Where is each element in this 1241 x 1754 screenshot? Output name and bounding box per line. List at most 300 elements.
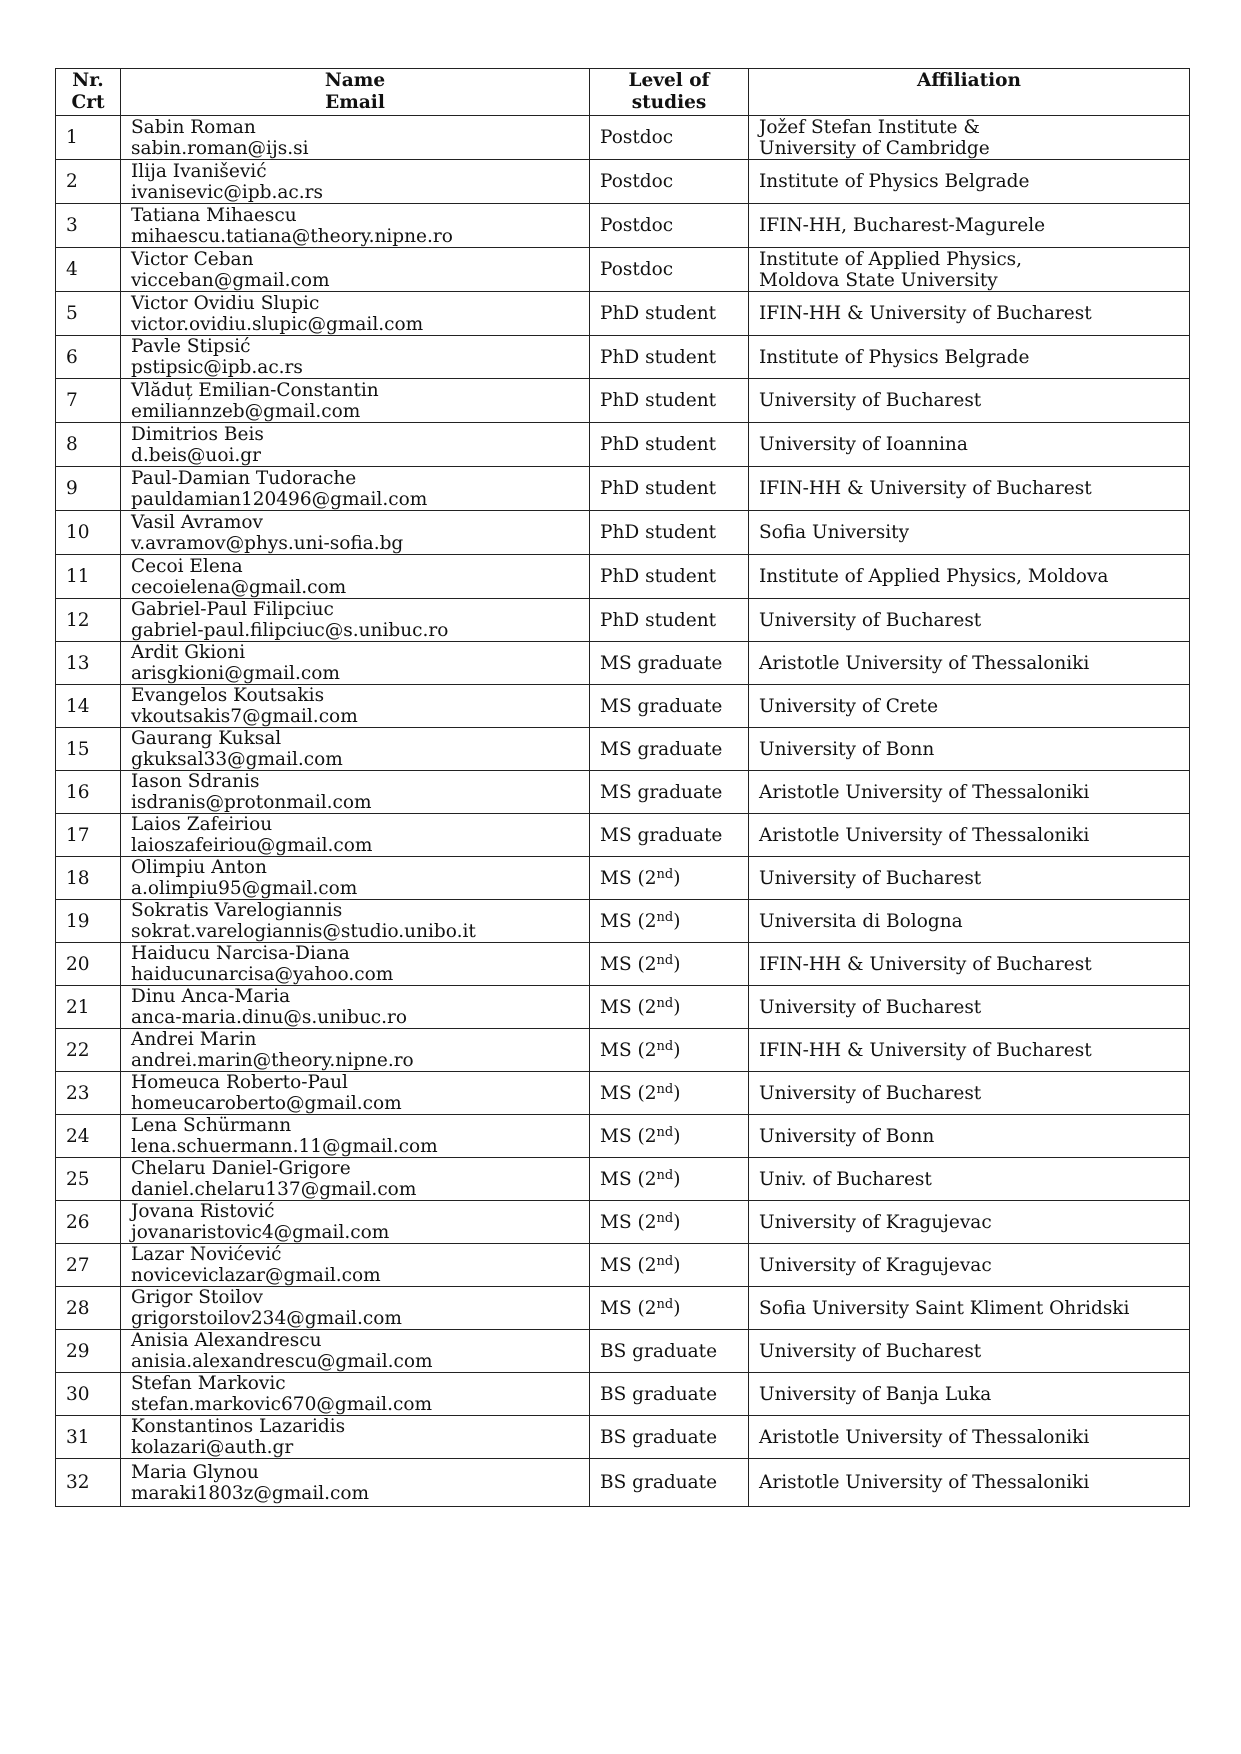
level-superscript: nd: [656, 952, 674, 968]
participant-email: emiliannzeb@gmail.com: [131, 400, 361, 422]
affiliation-line: Institute of Physics Belgrade: [759, 171, 1030, 192]
affiliation-line: Sofia University Saint Kliment Ohridski: [759, 1297, 1130, 1319]
participant-name: Sokratis Varelogiannis: [131, 900, 343, 921]
table-row: [56, 943, 1190, 986]
name-email-cell: [121, 292, 590, 336]
level-text: PhD student: [600, 346, 717, 368]
table-row: [56, 248, 1190, 292]
table-row: [56, 204, 1190, 248]
participant-name: Konstantinos Lazaridis: [131, 1416, 346, 1437]
level-of-studies: [590, 771, 749, 814]
row-number: 7: [56, 379, 121, 423]
table-row: [56, 1029, 1190, 1072]
participant-email: d.beis@uoi.gr: [131, 444, 261, 466]
affiliation-cell: [749, 1029, 1190, 1072]
participant-email: arisgkioni@gmail.com: [131, 663, 340, 684]
table-row: [56, 599, 1190, 642]
participant-email: homeucaroberto@gmail.com: [131, 1093, 402, 1114]
level-text: MS (2: [600, 1254, 657, 1276]
affiliation-cell: [749, 1072, 1190, 1115]
affiliation-line: University of Cambridge: [759, 137, 990, 159]
level-superscript: nd: [656, 1296, 674, 1312]
participant-name: Homeuca Roberto-Paul: [131, 1072, 348, 1093]
affiliation-cell: [749, 814, 1190, 857]
table-row: [56, 555, 1190, 599]
row-number: 2: [56, 160, 121, 204]
table-row: [56, 423, 1190, 467]
table-header-row: [56, 69, 1190, 116]
participant-email: vkoutsakis7@gmail.com: [131, 706, 358, 727]
table-row: [56, 467, 1190, 511]
level-close: ): [673, 1082, 681, 1104]
affiliation-cell: [749, 1201, 1190, 1244]
name-email-cell: [121, 336, 590, 379]
table-row: [56, 1373, 1190, 1416]
table-row: [56, 1244, 1190, 1287]
level-of-studies: [590, 1201, 749, 1244]
level-of-studies: [590, 116, 749, 160]
name-email-cell: [121, 814, 590, 857]
affiliation-cell: [749, 857, 1190, 900]
participant-name: Maria Glynou: [131, 1461, 259, 1483]
level-superscript: nd: [656, 1081, 674, 1097]
affiliation-line: Universita di Bologna: [759, 910, 963, 932]
affiliation-cell: [749, 1158, 1190, 1201]
table-row: [56, 1115, 1190, 1158]
row-number: 19: [56, 900, 121, 943]
level-text: MS graduate: [600, 824, 723, 846]
level-of-studies: [590, 511, 749, 555]
affiliation-line: Aristotle University of Thessaloniki: [759, 1472, 1090, 1493]
level-text: MS (2: [600, 1082, 657, 1104]
participant-email: v.avramov@phys.uni-sofia.bg: [131, 532, 404, 554]
affiliation-line: Univ. of Bucharest: [759, 1168, 932, 1190]
participant-name: Stefan Markovic: [131, 1373, 286, 1394]
participant-email: anisia.alexandrescu@gmail.com: [131, 1351, 433, 1372]
participant-name: Vlăduț Emilian-Constantin: [131, 379, 379, 401]
name-email-cell: [121, 685, 590, 728]
row-number: 25: [56, 1158, 121, 1201]
participant-name: Pavle Stipsić: [131, 336, 251, 357]
participant-name: Ardit Gkioni: [131, 642, 246, 663]
row-number: 15: [56, 728, 121, 771]
level-text: BS graduate: [600, 1383, 718, 1405]
level-text: MS graduate: [600, 652, 723, 674]
name-email-cell: [121, 986, 590, 1029]
affiliation-line: Sofia University: [759, 522, 910, 543]
name-email-cell: [121, 599, 590, 642]
name-email-cell: [121, 204, 590, 248]
name-email-cell: [121, 555, 590, 599]
row-number: 21: [56, 986, 121, 1029]
affiliation-cell: [749, 292, 1190, 336]
affiliation-cell: [749, 1115, 1190, 1158]
affiliation-line: Aristotle University of Thessaloniki: [759, 1426, 1090, 1448]
level-superscript: nd: [656, 1210, 674, 1226]
table-row: [56, 292, 1190, 336]
participant-email: noviceviclazar@gmail.com: [131, 1265, 381, 1286]
affiliation-line: Institute of Applied Physics, Moldova: [759, 566, 1109, 587]
table-row: [56, 685, 1190, 728]
level-text: MS (2: [600, 1211, 657, 1233]
level-text: MS (2: [600, 953, 657, 975]
header-level: Level of studies: [590, 69, 749, 116]
participant-name: Grigor Stoilov: [131, 1287, 263, 1308]
name-email-cell: [121, 728, 590, 771]
level-of-studies: [590, 204, 749, 248]
participant-name: Chelaru Daniel-Grigore: [131, 1158, 351, 1179]
participant-name: Gabriel-Paul Filipciuc: [131, 599, 334, 620]
row-number: 31: [56, 1416, 121, 1459]
table-row: [56, 900, 1190, 943]
participant-email: gabriel-paul.filipciuc@s.unibuc.ro: [131, 620, 449, 641]
table-row: [56, 1158, 1190, 1201]
table-row: [56, 1287, 1190, 1330]
affiliation-cell: [749, 943, 1190, 986]
name-email-cell: [121, 423, 590, 467]
participant-name: Jovana Ristović: [131, 1201, 275, 1222]
level-of-studies: [590, 1029, 749, 1072]
affiliation-cell: [749, 900, 1190, 943]
name-email-cell: [121, 900, 590, 943]
level-close: ): [673, 867, 681, 889]
participant-name: Cecoi Elena: [131, 555, 243, 577]
row-number: 27: [56, 1244, 121, 1287]
level-text: BS graduate: [600, 1426, 718, 1448]
level-text: Postdoc: [600, 215, 674, 236]
affiliation-line: Aristotle University of Thessaloniki: [759, 824, 1090, 846]
table-row: [56, 986, 1190, 1029]
affiliation-line: University of Kragujevac: [759, 1254, 992, 1276]
table-row: [56, 771, 1190, 814]
participant-email: kolazari@auth.gr: [131, 1437, 294, 1458]
level-text: PhD student: [600, 566, 717, 587]
participant-email: stefan.markovic670@gmail.com: [131, 1394, 433, 1415]
affiliation-line: IFIN-HH & University of Bucharest: [759, 953, 1092, 975]
affiliation-line: University of Bucharest: [759, 1340, 982, 1362]
name-email-cell: [121, 1330, 590, 1373]
affiliation-line: University of Bucharest: [759, 609, 982, 631]
header-name-email: Name Email: [121, 69, 590, 116]
name-email-cell: [121, 511, 590, 555]
row-number: 16: [56, 771, 121, 814]
table-row: [56, 857, 1190, 900]
row-number: 17: [56, 814, 121, 857]
affiliation-line: University of Kragujevac: [759, 1211, 992, 1233]
affiliation-cell: [749, 1459, 1190, 1507]
level-text: PhD student: [600, 303, 717, 324]
affiliation-line: IFIN-HH & University of Bucharest: [759, 303, 1092, 324]
participant-email: daniel.chelaru137@gmail.com: [131, 1179, 417, 1200]
level-text: Postdoc: [600, 259, 674, 280]
level-of-studies: [590, 1459, 749, 1507]
table-row: [56, 116, 1190, 160]
row-number: 8: [56, 423, 121, 467]
table-row: [56, 728, 1190, 771]
affiliation-line: Moldova State University: [759, 269, 998, 291]
participant-email: gkuksal33@gmail.com: [131, 749, 343, 770]
name-email-cell: [121, 160, 590, 204]
level-close: ): [673, 1168, 681, 1190]
header-nr: Nr. Crt: [56, 69, 121, 116]
participant-name: Vasil Avramov: [131, 511, 263, 533]
row-number: 14: [56, 685, 121, 728]
level-of-studies: [590, 1416, 749, 1459]
row-number: 13: [56, 642, 121, 685]
participant-name: Victor Ceban: [131, 248, 254, 270]
affiliation-line: University of Bucharest: [759, 996, 982, 1018]
level-of-studies: [590, 1287, 749, 1330]
level-of-studies: [590, 728, 749, 771]
affiliation-line: Jožef Stefan Institute &: [759, 116, 980, 138]
table-row: [56, 511, 1190, 555]
name-email-cell: [121, 1115, 590, 1158]
affiliation-line: University of Ioannina: [759, 434, 968, 455]
table-row: [56, 379, 1190, 423]
row-number: 1: [56, 116, 121, 160]
affiliation-line: Institute of Physics Belgrade: [759, 346, 1030, 368]
affiliation-cell: [749, 685, 1190, 728]
participant-email: cecoielena@gmail.com: [131, 576, 347, 598]
level-text: MS (2: [600, 910, 657, 932]
affiliation-cell: [749, 336, 1190, 379]
participant-name: Laios Zafeiriou: [131, 814, 273, 835]
level-of-studies: [590, 160, 749, 204]
affiliation-cell: [749, 555, 1190, 599]
level-of-studies: [590, 1072, 749, 1115]
name-email-cell: [121, 1201, 590, 1244]
affiliation-cell: [749, 771, 1190, 814]
level-of-studies: [590, 986, 749, 1029]
table-row: [56, 1416, 1190, 1459]
participant-email: maraki1803z@gmail.com: [131, 1482, 370, 1504]
level-of-studies: [590, 423, 749, 467]
level-superscript: nd: [656, 1253, 674, 1269]
name-email-cell: [121, 1459, 590, 1507]
table-row: [56, 642, 1190, 685]
level-close: ): [673, 1125, 681, 1147]
participant-email: mihaescu.tatiana@theory.nipne.ro: [131, 225, 453, 247]
level-of-studies: [590, 1244, 749, 1287]
table-row: [56, 1330, 1190, 1373]
level-text: MS (2: [600, 1168, 657, 1190]
name-email-cell: [121, 467, 590, 511]
affiliation-line: University of Crete: [759, 695, 939, 717]
level-of-studies: [590, 467, 749, 511]
level-superscript: nd: [656, 1167, 674, 1183]
level-of-studies: [590, 857, 749, 900]
name-email-cell: [121, 943, 590, 986]
level-text: MS graduate: [600, 695, 723, 717]
affiliation-cell: [749, 116, 1190, 160]
level-close: ): [673, 1297, 681, 1319]
level-of-studies: [590, 685, 749, 728]
name-email-cell: [121, 1072, 590, 1115]
level-text: MS graduate: [600, 781, 723, 803]
affiliation-line: University of Bucharest: [759, 867, 982, 889]
participant-email: a.olimpiu95@gmail.com: [131, 878, 358, 899]
level-of-studies: [590, 1158, 749, 1201]
participant-email: laioszafeiriou@gmail.com: [131, 835, 373, 856]
affiliation-line: Aristotle University of Thessaloniki: [759, 781, 1090, 803]
participant-name: Sabin Roman: [131, 116, 256, 138]
name-email-cell: [121, 642, 590, 685]
table-row: [56, 1072, 1190, 1115]
participant-name: Anisia Alexandrescu: [131, 1330, 322, 1351]
participant-email: anca-maria.dinu@s.unibuc.ro: [131, 1007, 408, 1028]
level-close: ): [673, 910, 681, 932]
name-email-cell: [121, 1373, 590, 1416]
affiliation-cell: [749, 379, 1190, 423]
level-close: ): [673, 953, 681, 975]
row-number: 18: [56, 857, 121, 900]
affiliation-cell: [749, 160, 1190, 204]
affiliation-cell: [749, 1416, 1190, 1459]
level-of-studies: [590, 1115, 749, 1158]
row-number: 3: [56, 204, 121, 248]
level-superscript: nd: [656, 995, 674, 1011]
participant-name: Andrei Marin: [131, 1029, 257, 1050]
affiliation-line: Aristotle University of Thessaloniki: [759, 652, 1090, 674]
level-text: PhD student: [600, 434, 717, 455]
row-number: 28: [56, 1287, 121, 1330]
level-text: PhD student: [600, 522, 717, 543]
level-of-studies: [590, 292, 749, 336]
participant-email: jovanaristovic4@gmail.com: [131, 1222, 390, 1243]
table-row: [56, 1201, 1190, 1244]
name-email-cell: [121, 248, 590, 292]
participant-email: ivanisevic@ipb.ac.rs: [131, 181, 323, 203]
affiliation-cell: [749, 1287, 1190, 1330]
affiliation-line: IFIN-HH & University of Bucharest: [759, 1039, 1092, 1061]
participant-email: isdranis@protonmail.com: [131, 792, 372, 813]
level-text: MS (2: [600, 1039, 657, 1061]
participant-name: Lazar Novićević: [131, 1244, 282, 1265]
affiliation-cell: [749, 1244, 1190, 1287]
affiliation-cell: [749, 511, 1190, 555]
level-of-studies: [590, 900, 749, 943]
affiliation-cell: [749, 1373, 1190, 1416]
table-row: [56, 814, 1190, 857]
level-superscript: nd: [656, 1038, 674, 1054]
participant-name: Olimpiu Anton: [131, 857, 267, 878]
participant-name: Evangelos Koutsakis: [131, 685, 325, 706]
name-email-cell: [121, 1244, 590, 1287]
name-email-cell: [121, 771, 590, 814]
level-text: PhD student: [600, 609, 717, 631]
affiliation-line: University of Bonn: [759, 1125, 935, 1147]
participant-email: andrei.marin@theory.nipne.ro: [131, 1050, 414, 1071]
level-close: ): [673, 1039, 681, 1061]
name-email-cell: [121, 1416, 590, 1459]
participant-name: Iason Sdranis: [131, 771, 260, 792]
table-row: [56, 1459, 1190, 1507]
affiliation-line: IFIN-HH, Bucharest-Magurele: [759, 215, 1046, 236]
affiliation-cell: [749, 599, 1190, 642]
row-number: 24: [56, 1115, 121, 1158]
row-number: 9: [56, 467, 121, 511]
row-number: 20: [56, 943, 121, 986]
participant-name: Haiducu Narcisa-Diana: [131, 943, 350, 964]
row-number: 32: [56, 1459, 121, 1507]
level-of-studies: [590, 599, 749, 642]
level-close: ): [673, 1211, 681, 1233]
name-email-cell: [121, 857, 590, 900]
name-email-cell: [121, 1158, 590, 1201]
level-of-studies: [590, 1330, 749, 1373]
participant-name: Dinu Anca-Maria: [131, 986, 291, 1007]
participant-email: sokrat.varelogiannis@studio.unibo.it: [131, 921, 476, 942]
participant-name: Tatiana Mihaescu: [131, 204, 297, 226]
participant-email: sabin.roman@ijs.si: [131, 137, 309, 159]
row-number: 29: [56, 1330, 121, 1373]
level-close: ): [673, 1254, 681, 1276]
affiliation-line: University of Banja Luka: [759, 1383, 992, 1405]
level-superscript: nd: [656, 909, 674, 925]
level-text: MS graduate: [600, 738, 723, 760]
row-number: 11: [56, 555, 121, 599]
header-affiliation: Affiliation: [749, 69, 1190, 116]
level-of-studies: [590, 1373, 749, 1416]
level-of-studies: [590, 248, 749, 292]
affiliation-cell: [749, 248, 1190, 292]
affiliation-cell: [749, 986, 1190, 1029]
row-number: 23: [56, 1072, 121, 1115]
affiliation-cell: [749, 204, 1190, 248]
affiliation-cell: [749, 1330, 1190, 1373]
row-number: 26: [56, 1201, 121, 1244]
affiliation-line: IFIN-HH & University of Bucharest: [759, 478, 1092, 499]
row-number: 12: [56, 599, 121, 642]
participant-email: pauldamian120496@gmail.com: [131, 488, 428, 510]
level-superscript: nd: [656, 1124, 674, 1140]
level-superscript: nd: [656, 866, 674, 882]
level-text: Postdoc: [600, 127, 674, 148]
level-text: PhD student: [600, 478, 717, 499]
row-number: 5: [56, 292, 121, 336]
level-of-studies: [590, 379, 749, 423]
participant-name: Dimitrios Beis: [131, 423, 264, 445]
participant-email: pstipsic@ipb.ac.rs: [131, 357, 303, 378]
participant-name: Lena Schürmann: [131, 1115, 292, 1136]
level-of-studies: [590, 642, 749, 685]
participant-email: vicceban@gmail.com: [131, 269, 330, 291]
row-number: 30: [56, 1373, 121, 1416]
participant-email: victor.ovidiu.slupic@gmail.com: [131, 313, 424, 335]
level-text: MS (2: [600, 996, 657, 1018]
affiliation-line: University of Bonn: [759, 738, 935, 760]
level-text: Postdoc: [600, 171, 674, 192]
affiliation-line: University of Bucharest: [759, 390, 982, 411]
level-close: ): [673, 996, 681, 1018]
name-email-cell: [121, 1287, 590, 1330]
level-of-studies: [590, 336, 749, 379]
participant-email: haiducunarcisa@yahoo.com: [131, 964, 394, 985]
affiliation-cell: [749, 728, 1190, 771]
row-number: 10: [56, 511, 121, 555]
participant-email: lena.schuermann.11@gmail.com: [131, 1136, 438, 1157]
participant-name: Victor Ovidiu Slupic: [131, 292, 320, 314]
level-of-studies: [590, 555, 749, 599]
participant-name: Gaurang Kuksal: [131, 728, 282, 749]
affiliation-line: Institute of Applied Physics,: [759, 248, 1023, 270]
level-text: MS (2: [600, 1125, 657, 1147]
level-text: PhD student: [600, 390, 717, 411]
name-email-cell: [121, 1029, 590, 1072]
level-text: BS graduate: [600, 1340, 718, 1362]
row-number: 4: [56, 248, 121, 292]
affiliation-line: University of Bucharest: [759, 1082, 982, 1104]
